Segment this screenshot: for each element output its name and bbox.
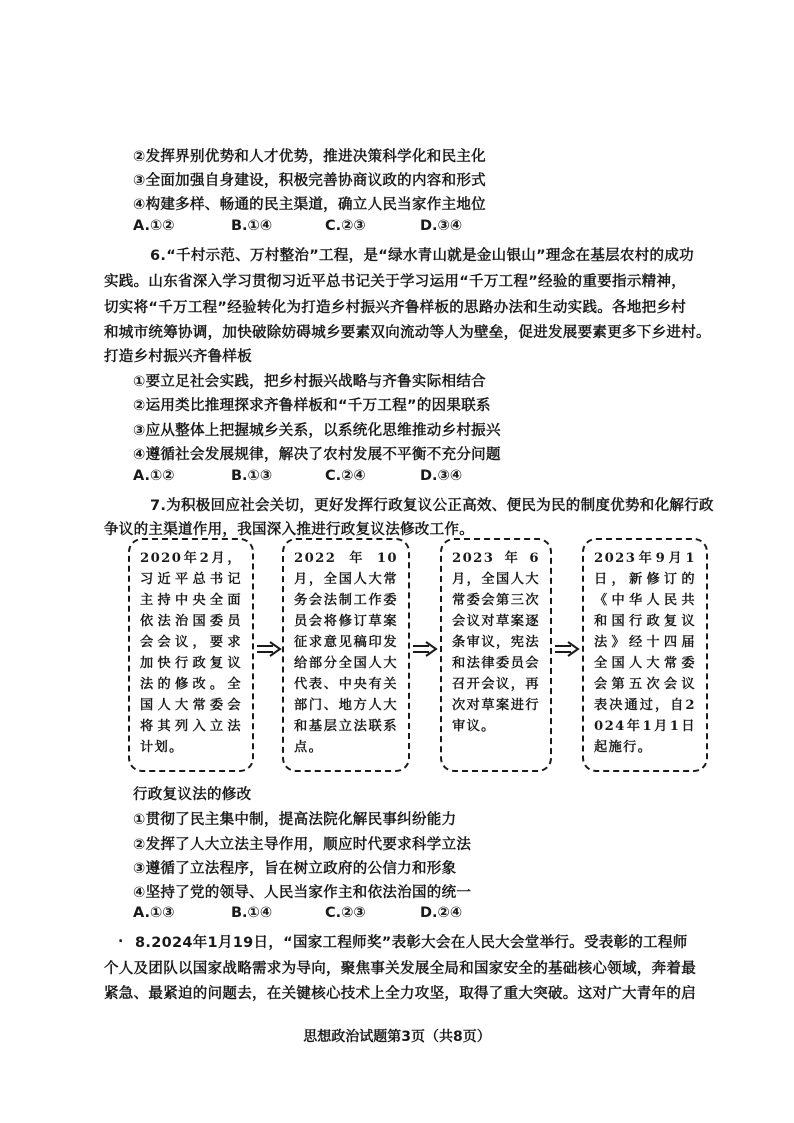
q6-stem-line-5: 打造乡村振兴齐鲁样板 — [104, 349, 252, 365]
q7-option-a: A.①③ — [133, 905, 175, 921]
q8-stem-line-3: 紧急、最紧迫的问题去，在关键核心技术上全力攻坚，取得了重大突破。这对广大青年的启 — [104, 986, 696, 1002]
page-footer: 思想政治试题第3页（共8页） — [303, 1029, 491, 1045]
q6-stem-line-4: 和城市统筹协调，加快破除妨碍城乡要素双向流动等人为壁垒，促进发展要素更多下乡进村。 — [104, 325, 711, 341]
double-arrow-icon — [256, 641, 282, 657]
timeline-box-2022: 2022年10月，全国人大常务会法制工作委员会将修订草案征求意见稿印发给部分全国人大代表、中央有关部门、地方人大和基层立法联系点。 — [282, 538, 410, 772]
q6-statement-3: ③应从整体上把握城乡关系，以系统化思维推动乡村振兴 — [133, 423, 501, 439]
q5-option-b: B.①④ — [231, 218, 273, 234]
q5-statement-3: ③全面加强自身建设，积极完善协商议政的内容和形式 — [133, 173, 486, 189]
q5-option-a: A.①② — [133, 218, 175, 234]
scan-dot-mark: . — [118, 930, 124, 946]
q7-option-d: D.②④ — [420, 905, 463, 921]
q5-option-c: C.②③ — [325, 218, 366, 234]
q6-stem-line-1: 6.“千村示范、万村整治”工程，是“绿水青山就是金山银山”理念在基层农村的成功 — [150, 248, 694, 264]
double-arrow-icon — [412, 641, 438, 657]
q5-statement-2: ②发挥界别优势和人才优势，推进决策科学化和民主化 — [133, 149, 486, 165]
q7-question-stem: 行政复议法的修改 — [133, 787, 252, 803]
q5-statement-4: ④构建多样、畅通的民主渠道，确立人民当家作主地位 — [133, 197, 486, 213]
q6-statement-2: ②运用类比推理探求齐鲁样板和“千万工程”的因果联系 — [133, 398, 491, 414]
q7-statement-4: ④坚持了党的领导、人民当家作主和依法治国的统一 — [133, 885, 472, 901]
q6-option-b: B.①③ — [231, 468, 273, 484]
q5-option-d: D.③④ — [420, 218, 463, 234]
q6-option-c: C.②④ — [325, 468, 366, 484]
q8-stem-line-1: 8.2024年1月19日，“国家工程师奖”表彰大会在人民大会堂举行。受表彰的工程师 — [135, 935, 688, 951]
q7-statement-1: ①贯彻了民主集中制，提高法院化解民事纠纷能力 — [133, 812, 457, 828]
double-arrow-icon — [554, 641, 580, 657]
q7-option-b: B.①④ — [231, 905, 273, 921]
q7-option-c: C.②③ — [325, 905, 366, 921]
q8-stem-line-2: 个人及团队以国家战略需求为导向，聚焦事关发展全局和国家安全的基础核心领域，奔着最 — [104, 961, 696, 977]
timeline-box-2023-sept: 2023年9月1日，新修订的《中华人民共和国行政复议法》经十四届全国人大常委会第五次会议表决通过，自2024年1月1日起施行。 — [582, 538, 708, 772]
q7-stem-line-2: 争议的主渠道作用，我国深入推进行政复议法修改工作。 — [104, 522, 474, 538]
q7-stem-line-1: 7.为积极回应社会关切，更好发挥行政复议公正高效、便民为民的制度优势和化解行政 — [150, 498, 714, 514]
q6-stem-line-3: 切实将“千万工程”经验转化为打造乡村振兴齐鲁样板的思路办法和生动实践。各地把乡村 — [104, 300, 687, 316]
q6-stem-line-2: 实践。山东省深入学习贯彻习近平总书记关于学习运用“千万工程”经验的重要指示精神， — [104, 274, 687, 290]
timeline-box-2020: 2020年2月，习近平总书记主持中央全面依法治国委员会会议，要求加快行政复议法的修改。全国人大常委会将其列入立法计划。 — [128, 538, 254, 772]
timeline-box-2023-june: 2023年6月，全国人大常委会第三次会议对草案逐条审议，宪法和法律委员会召开会议，再次对草案进行审议。 — [440, 538, 552, 772]
q6-statement-1: ①要立足社会实践，把乡村振兴战略与齐鲁实际相结合 — [133, 374, 486, 390]
q7-statement-2: ②发挥了人大立法主导作用，顺应时代要求科学立法 — [133, 837, 472, 853]
q6-statement-4: ④遵循社会发展规律，解决了农村发展不平衡不充分问题 — [133, 447, 501, 463]
q6-option-d: D.③④ — [420, 468, 463, 484]
q7-statement-3: ③遵循了立法程序，旨在树立政府的公信力和形象 — [133, 861, 457, 877]
q6-option-a: A.①② — [133, 468, 175, 484]
